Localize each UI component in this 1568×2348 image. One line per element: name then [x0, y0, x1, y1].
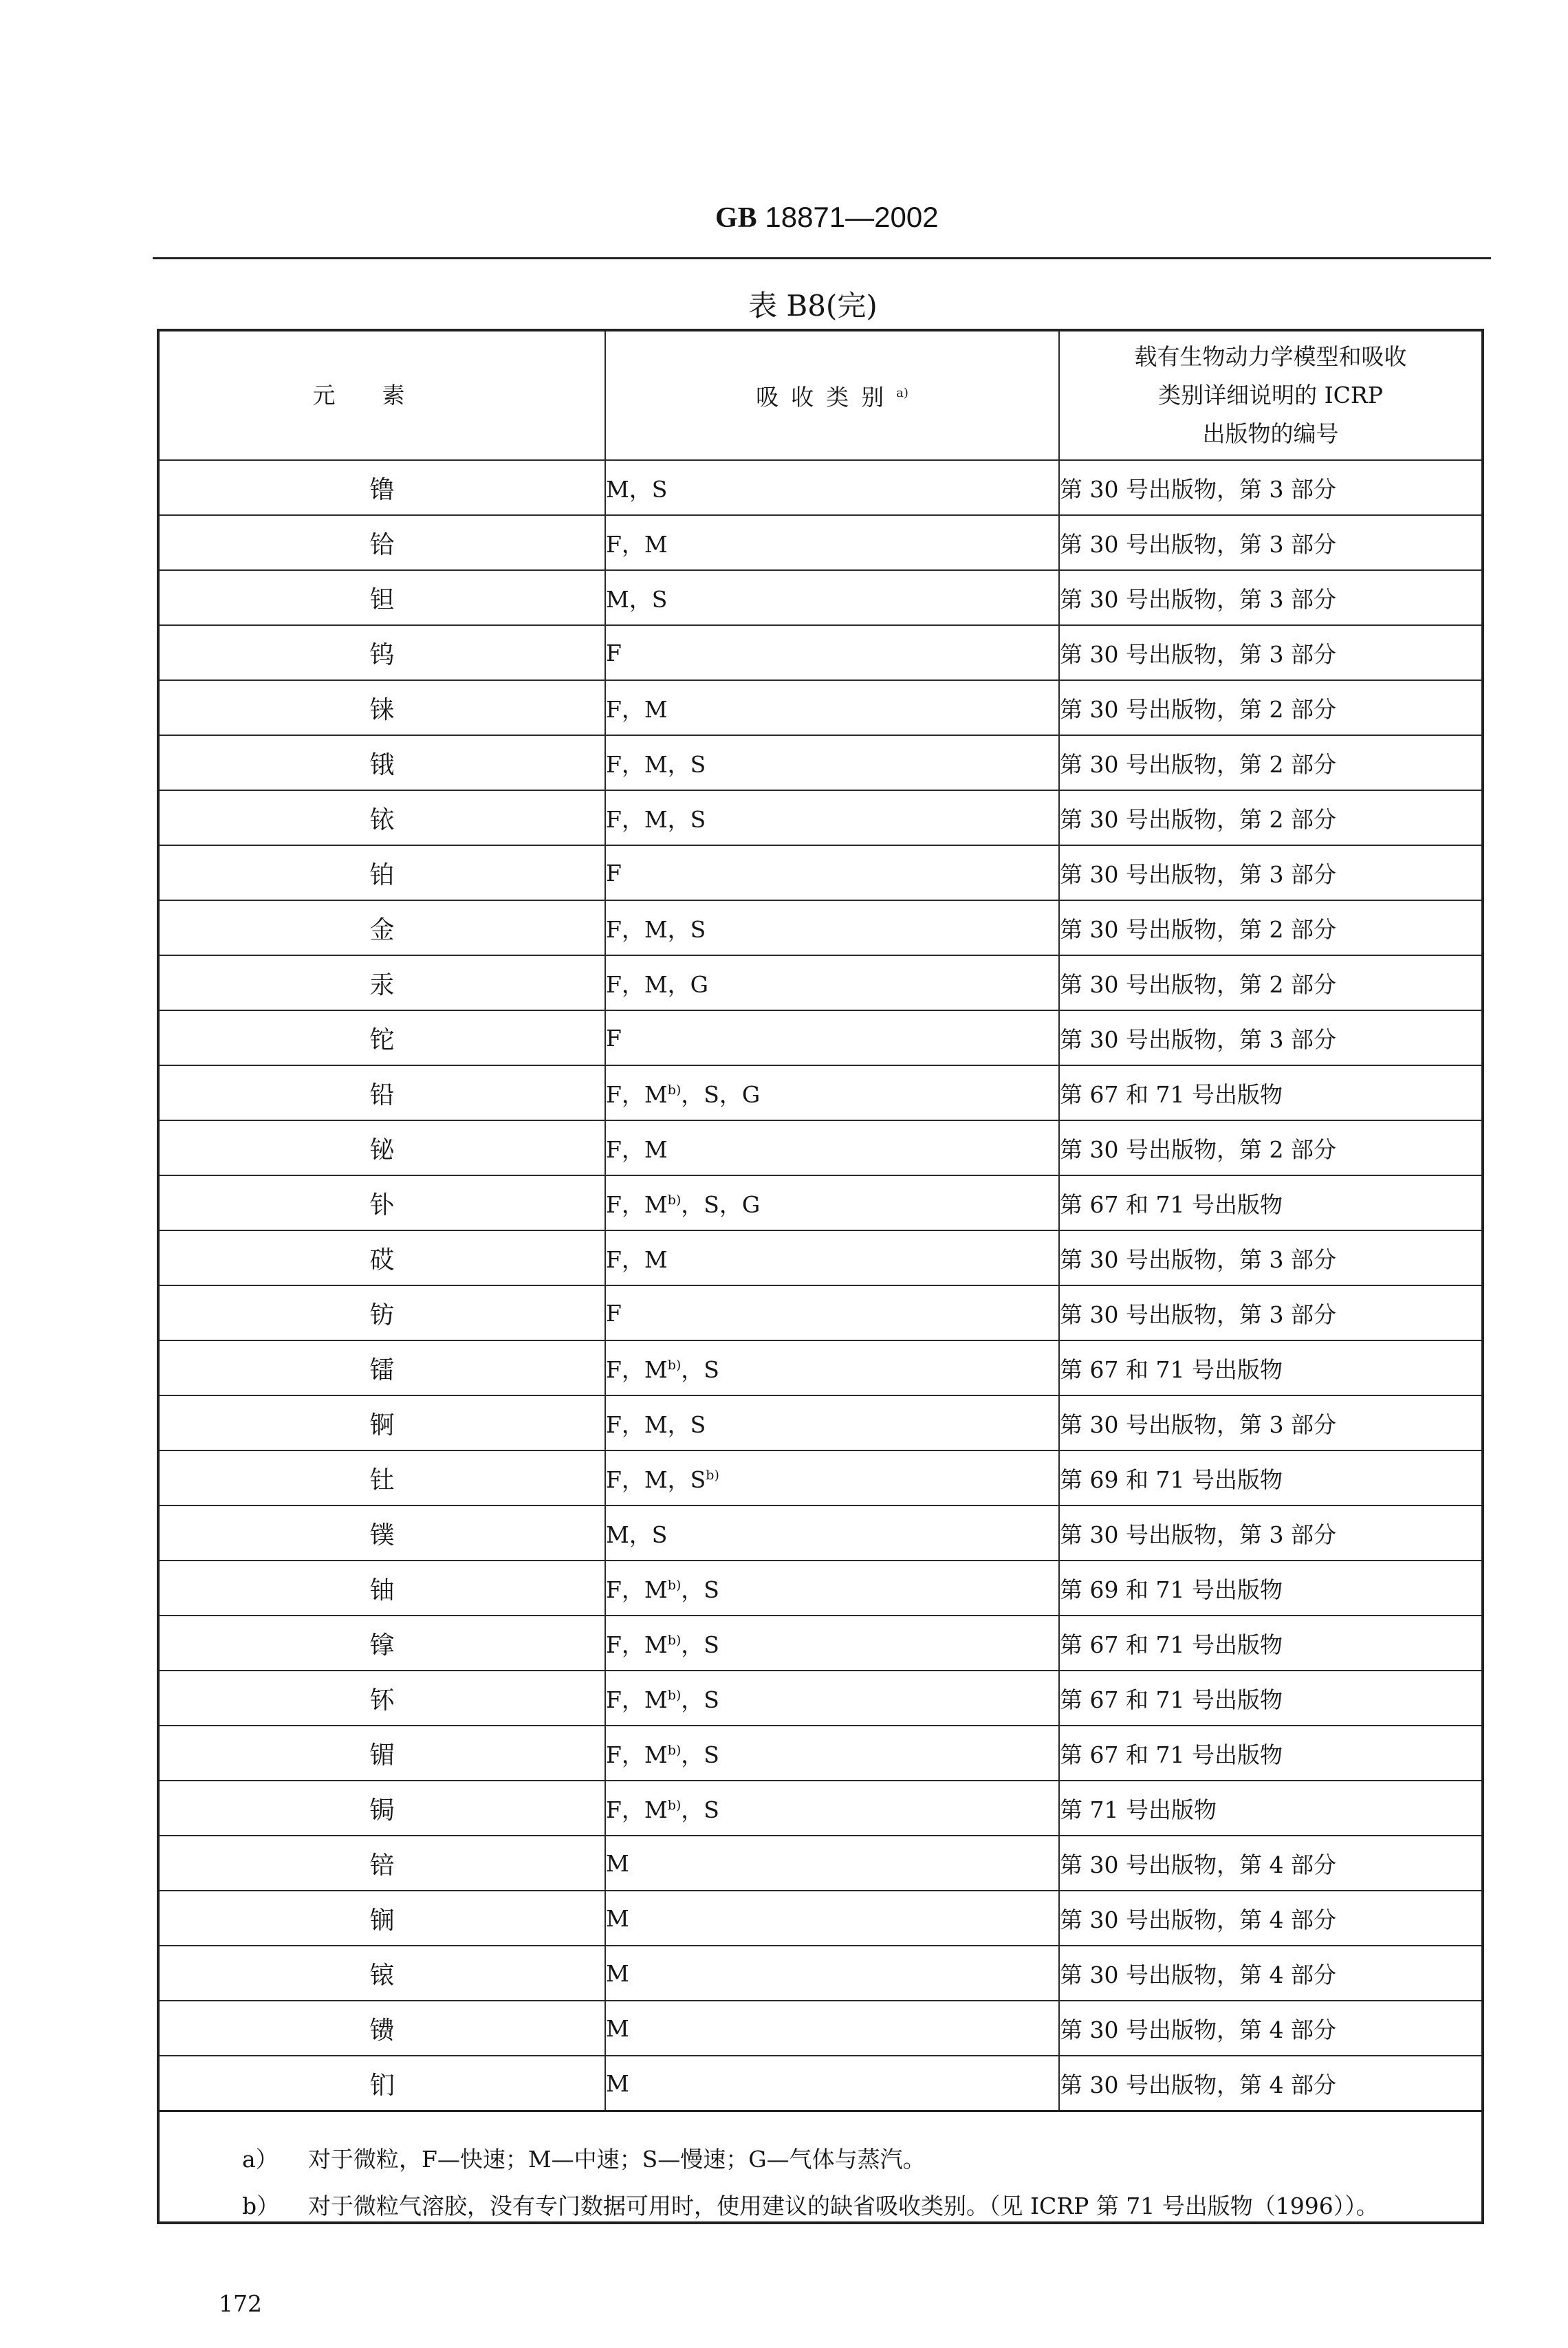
publication-cell: 第 30 号出版物，第 2 部分 — [1059, 680, 1481, 735]
absorption-cell — [605, 1671, 1059, 1726]
element-cell: 钚 — [160, 1671, 605, 1726]
publication-cell: 第 67 和 71 号出版物 — [1059, 1671, 1481, 1726]
absorption-cell — [605, 1781, 1059, 1836]
element-cell: 钍 — [160, 1450, 605, 1505]
absorption-text-rest: ，S — [681, 1741, 719, 1768]
footnote-b-label: b） — [242, 2193, 280, 2219]
element-cell: 钨 — [160, 625, 605, 680]
footnote-a-text: 对于微粒，F—快速；M—中速；S—慢速；G—气体与蒸汽。 — [308, 2146, 926, 2173]
column-header-absorption — [605, 331, 1059, 460]
element-cell: 镥 — [160, 460, 605, 515]
absorption-text-rest: ，S — [681, 1796, 719, 1823]
absorption-cell: F，M，S — [605, 790, 1059, 845]
standard-number: 18871—2002 — [765, 201, 939, 233]
publication-cell: 第 30 号出版物，第 3 部分 — [1059, 570, 1481, 625]
column-header-absorption-label: 吸收类别 — [756, 384, 897, 411]
publication-cell: 第 30 号出版物，第 3 部分 — [1059, 1285, 1481, 1340]
element-cell: 砹 — [160, 1230, 605, 1285]
element-cell: 铊 — [160, 1010, 605, 1065]
absorption-cell — [605, 1340, 1059, 1395]
absorption-text-rest: ，S，G — [681, 1191, 761, 1218]
standard-code: GB — [715, 202, 757, 234]
publication-cell: 第 30 号出版物，第 3 部分 — [1059, 1505, 1481, 1561]
publication-cell: 第 30 号出版物，第 2 部分 — [1059, 790, 1481, 845]
element-cell: 铱 — [160, 790, 605, 845]
absorption-text-rest: ，S，G — [681, 1080, 761, 1108]
absorption-cell: M，S — [605, 460, 1059, 515]
table-header-row — [160, 331, 1481, 460]
publication-cell: 第 30 号出版物，第 4 部分 — [1059, 1836, 1481, 1891]
publication-cell: 第 69 和 71 号出版物 — [1059, 1450, 1481, 1505]
publication-cell: 第 30 号出版物，第 3 部分 — [1059, 515, 1481, 570]
publication-cell: 第 67 和 71 号出版物 — [1059, 1616, 1481, 1671]
absorption-text-rest: ，S — [681, 1576, 719, 1603]
table-row — [160, 1561, 1481, 1616]
absorption-cell: F，M — [605, 680, 1059, 735]
element-cell: 金 — [160, 900, 605, 955]
table-frame — [157, 329, 1484, 2224]
element-cell: 钔 — [160, 2056, 605, 2111]
absorption-text: F，M — [606, 1796, 668, 1823]
table-row — [160, 2056, 1481, 2111]
absorption-cell: F，M — [605, 515, 1059, 570]
absorption-cell: F，M，S — [605, 735, 1059, 790]
element-cell: 钫 — [160, 1285, 605, 1340]
publication-cell: 第 67 和 71 号出版物 — [1059, 1340, 1481, 1395]
publication-cell: 第 67 和 71 号出版物 — [1059, 1175, 1481, 1230]
document-header — [715, 201, 939, 235]
footnote-mark: b) — [667, 1687, 682, 1703]
element-cell: 锎 — [160, 1891, 605, 1946]
page-number: 172 — [219, 2290, 262, 2317]
absorption-table — [160, 331, 1481, 2112]
absorption-cell: F — [605, 845, 1059, 900]
table-row — [160, 515, 1481, 570]
element-cell: 镤 — [160, 1505, 605, 1561]
publication-cell: 第 30 号出版物，第 3 部分 — [1059, 1230, 1481, 1285]
absorption-text: F，M — [606, 1191, 668, 1218]
table-row — [160, 1010, 1481, 1065]
table-row — [160, 570, 1481, 625]
absorption-cell: F — [605, 1010, 1059, 1065]
absorption-text: F，M — [606, 1356, 668, 1383]
table-row — [160, 625, 1481, 680]
publication-cell: 第 30 号出版物，第 4 部分 — [1059, 2056, 1481, 2111]
footnote-a-label: a） — [242, 2146, 279, 2173]
element-cell: 锔 — [160, 1781, 605, 1836]
absorption-text: F，M — [606, 1080, 668, 1108]
element-cell: 锿 — [160, 1946, 605, 2001]
column-header-publication-line: 出版物的编号 — [1202, 420, 1339, 447]
publication-cell: 第 30 号出版物，第 3 部分 — [1059, 1395, 1481, 1450]
absorption-text: F，M — [606, 1686, 668, 1713]
publication-cell: 第 71 号出版物 — [1059, 1781, 1481, 1836]
publication-cell: 第 30 号出版物，第 3 部分 — [1059, 845, 1481, 900]
table-body — [160, 460, 1481, 2111]
absorption-cell: M，S — [605, 1505, 1059, 1561]
publication-cell: 第 67 和 71 号出版物 — [1059, 1726, 1481, 1781]
absorption-cell: F — [605, 1285, 1059, 1340]
footnote-mark: b) — [667, 1577, 682, 1593]
absorption-cell: F — [605, 625, 1059, 680]
table-row — [160, 1230, 1481, 1285]
table-row — [160, 1285, 1481, 1340]
table-row — [160, 1175, 1481, 1230]
footnote-b — [242, 2188, 1379, 2221]
absorption-cell: F，M，S — [605, 900, 1059, 955]
absorption-text: F，M — [606, 1741, 668, 1768]
column-header-publication — [1059, 331, 1481, 460]
table-row — [160, 1891, 1481, 1946]
absorption-cell — [605, 1616, 1059, 1671]
element-cell: 镎 — [160, 1616, 605, 1671]
element-cell: 锕 — [160, 1395, 605, 1450]
absorption-cell: M — [605, 2056, 1059, 2111]
absorption-text: F，M — [606, 1576, 668, 1603]
publication-cell: 第 30 号出版物，第 2 部分 — [1059, 900, 1481, 955]
table-row — [160, 1340, 1481, 1395]
element-cell: 镭 — [160, 1340, 605, 1395]
column-header-element: 元素 — [160, 331, 605, 460]
footnote-mark: b) — [706, 1467, 719, 1483]
element-cell: 汞 — [160, 955, 605, 1010]
table-row — [160, 1726, 1481, 1781]
footnote-mark: b) — [667, 1632, 682, 1648]
element-cell: 铀 — [160, 1561, 605, 1616]
publication-cell: 第 30 号出版物，第 3 部分 — [1059, 1010, 1481, 1065]
absorption-cell: F，M，S — [605, 1395, 1059, 1450]
element-cell: 钽 — [160, 570, 605, 625]
publication-cell: 第 30 号出版物，第 2 部分 — [1059, 735, 1481, 790]
absorption-cell — [605, 1450, 1059, 1505]
publication-cell: 第 67 和 71 号出版物 — [1059, 1065, 1481, 1120]
absorption-text: F，M — [606, 1631, 668, 1658]
table-row — [160, 2001, 1481, 2056]
footnote-mark: b) — [667, 1357, 682, 1373]
element-cell: 镄 — [160, 2001, 605, 2056]
absorption-cell: F，M，G — [605, 955, 1059, 1010]
footnote-b-text: 对于微粒气溶胶，没有专门数据可用时，使用建议的缺省吸收类别。（见 ICRP 第 71 号出版物（1996））。 — [308, 2193, 1379, 2219]
absorption-text-rest: ，S — [681, 1356, 719, 1383]
table-row — [160, 955, 1481, 1010]
table-row — [160, 1065, 1481, 1120]
absorption-cell: M — [605, 1836, 1059, 1891]
table-row — [160, 1450, 1481, 1505]
publication-cell: 第 69 和 71 号出版物 — [1059, 1561, 1481, 1616]
absorption-text-rest: ，S — [681, 1686, 719, 1713]
publication-cell: 第 30 号出版物，第 4 部分 — [1059, 1946, 1481, 2001]
publication-cell: 第 30 号出版物，第 4 部分 — [1059, 1891, 1481, 1946]
element-cell: 铼 — [160, 680, 605, 735]
footnote-a — [242, 2142, 926, 2174]
table-row — [160, 1395, 1481, 1450]
table-row — [160, 1120, 1481, 1175]
table-row — [160, 460, 1481, 515]
absorption-cell: M — [605, 1946, 1059, 2001]
column-header-note-mark: a) — [896, 386, 908, 400]
table-row — [160, 790, 1481, 845]
absorption-cell: M — [605, 1891, 1059, 1946]
table-row — [160, 1671, 1481, 1726]
table-row — [160, 1616, 1481, 1671]
publication-cell: 第 30 号出版物，第 4 部分 — [1059, 2001, 1481, 2056]
table-row — [160, 1836, 1481, 1891]
table-row — [160, 900, 1481, 955]
footnote-mark: b) — [667, 1192, 682, 1208]
column-header-publication-line: 类别详细说明的 ICRP — [1158, 382, 1383, 409]
element-cell: 铅 — [160, 1065, 605, 1120]
absorption-cell — [605, 1561, 1059, 1616]
publication-cell: 第 30 号出版物，第 2 部分 — [1059, 1120, 1481, 1175]
table-caption: 表 B8(完) — [748, 289, 878, 323]
column-header-publication-line: 载有生物动力学模型和吸收 — [1134, 343, 1407, 370]
header-rule — [153, 257, 1491, 259]
footnote-mark: b) — [667, 1797, 682, 1813]
absorption-text-rest: ，S — [681, 1631, 719, 1658]
absorption-cell: M — [605, 2001, 1059, 2056]
table-row — [160, 845, 1481, 900]
footnote-mark: b) — [667, 1742, 682, 1758]
table-row — [160, 1505, 1481, 1561]
element-cell: 铋 — [160, 1120, 605, 1175]
publication-cell: 第 30 号出版物，第 2 部分 — [1059, 955, 1481, 1010]
absorption-cell — [605, 1726, 1059, 1781]
publication-cell: 第 30 号出版物，第 3 部分 — [1059, 460, 1481, 515]
element-cell: 铪 — [160, 515, 605, 570]
absorption-cell — [605, 1065, 1059, 1120]
table-row — [160, 1946, 1481, 2001]
table-row — [160, 1781, 1481, 1836]
table-row — [160, 680, 1481, 735]
footnote-mark: b) — [667, 1082, 682, 1098]
element-cell: 铂 — [160, 845, 605, 900]
absorption-cell: F，M — [605, 1120, 1059, 1175]
absorption-cell: F，M — [605, 1230, 1059, 1285]
absorption-cell — [605, 1175, 1059, 1230]
element-cell: 镅 — [160, 1726, 605, 1781]
table-row — [160, 735, 1481, 790]
element-cell: 锫 — [160, 1836, 605, 1891]
absorption-cell: M，S — [605, 570, 1059, 625]
publication-cell: 第 30 号出版物，第 3 部分 — [1059, 625, 1481, 680]
element-cell: 锇 — [160, 735, 605, 790]
element-cell: 钋 — [160, 1175, 605, 1230]
absorption-text: F，M，S — [606, 1466, 706, 1493]
